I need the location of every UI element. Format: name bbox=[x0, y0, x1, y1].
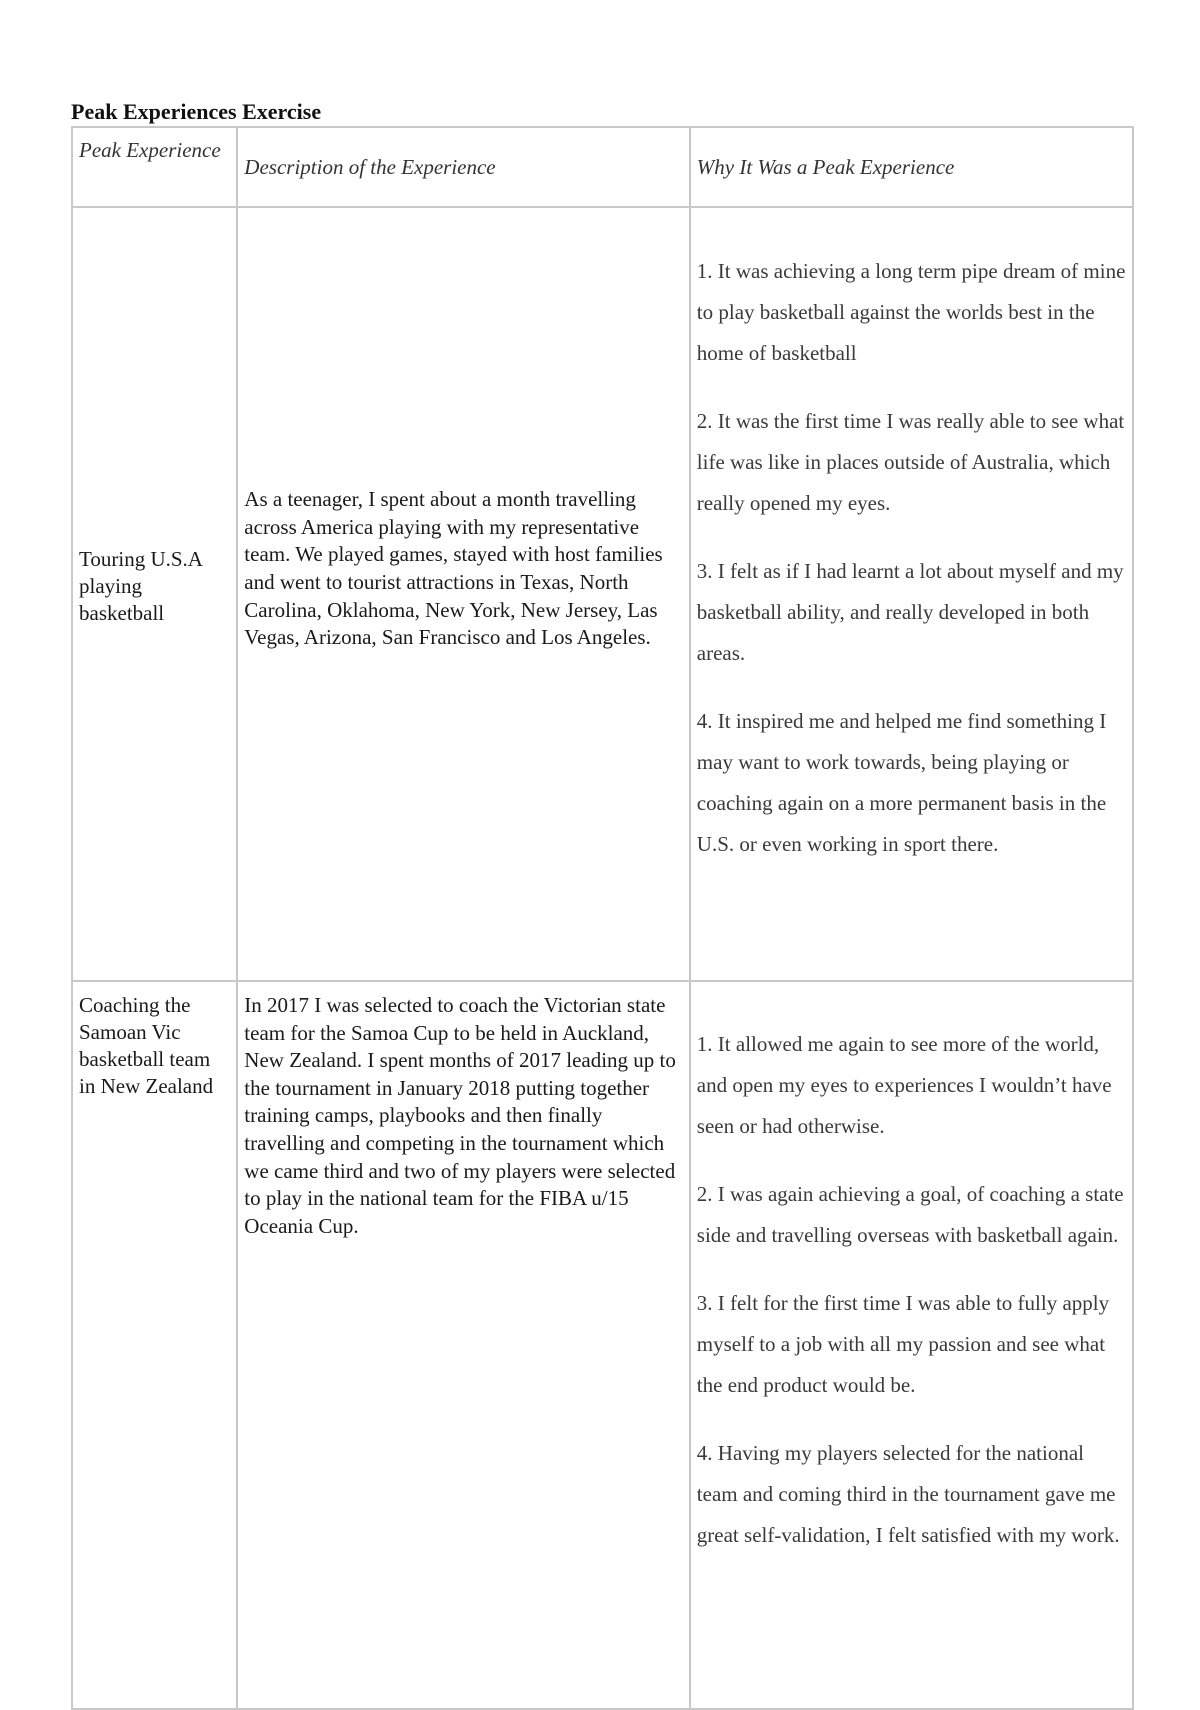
reasons-cell bbox=[690, 981, 1133, 1709]
header-peak-experience: Peak Experience bbox=[72, 127, 237, 207]
reason-item: 2. I was again achieving a goal, of coaching a state side and travelling overseas with basketball again. bbox=[696, 1182, 1124, 1247]
reason-item: 3. I felt for the first time I was able to fully apply myself to a job with all my passion and see what the end product would be. bbox=[696, 1291, 1110, 1397]
reason-item: 1. It was achieving a long term pipe dream of mine to play basketball against the worlds best in the home of basketball bbox=[696, 259, 1126, 365]
reason-item: 4. It inspired me and helped me find something I may want to work towards, being playing or coaching again on a more permanent basis in the U.S. or even working in sport there. bbox=[696, 709, 1107, 856]
header-why: Why It Was a Peak Experience bbox=[690, 127, 1133, 207]
experience-description: In 2017 I was selected to coach the Victorian state team for the Samoa Cup to be held in Auckland, New Zealand. I spent months of 2017 leading up to the tournament in January 2018 putting together training camps, playbooks and then finally travelling and competing in the tournament which we came third and two of my players were selected to play in the national team for the FIBA u/15 Oceania Cup. bbox=[244, 993, 676, 1238]
reason-item: 1. It allowed me again to see more of the world, and open my eyes to experiences I wouldn’t have seen or had otherwise. bbox=[696, 1032, 1112, 1138]
reasons-cell bbox=[690, 207, 1133, 981]
experience-name: Coaching the Samoan Vic basketball team in New Zealand bbox=[79, 993, 214, 1098]
table-header-row bbox=[72, 127, 1133, 207]
reasons-list bbox=[697, 1024, 1126, 1556]
reason-item: 4. Having my players selected for the national team and coming third in the tournament gave me great self-validation, I felt satisfied with my work. bbox=[696, 1441, 1120, 1547]
header-description: Description of the Experience bbox=[237, 127, 690, 207]
reasons-list bbox=[697, 251, 1126, 865]
reason-item: 2. It was the first time I was really able to see what life was like in places outside of Australia, which really opened my eyes. bbox=[696, 409, 1125, 515]
peak-experiences-table bbox=[71, 126, 1134, 1710]
experience-cell bbox=[72, 981, 237, 1709]
experience-description: As a teenager, I spent about a month travelling across America playing with my representative team. We played games, stayed with host families and went to tourist attractions in Texas, North Carolina, Oklahoma, New York, New Jersey, Las Vegas, Arizona, San Francisco and Los Angeles. bbox=[244, 487, 663, 650]
experience-name: Touring U.S.A playing basketball bbox=[79, 546, 202, 625]
description-cell bbox=[237, 207, 690, 981]
document-title: Peak Experiences Exercise bbox=[71, 99, 322, 124]
reason-item: 3. I felt as if I had learnt a lot about myself and my basketball ability, and really developed in both areas. bbox=[696, 559, 1124, 665]
table-row bbox=[72, 981, 1133, 1709]
table-row bbox=[72, 207, 1133, 981]
experience-cell bbox=[72, 207, 237, 981]
description-cell bbox=[237, 981, 690, 1709]
